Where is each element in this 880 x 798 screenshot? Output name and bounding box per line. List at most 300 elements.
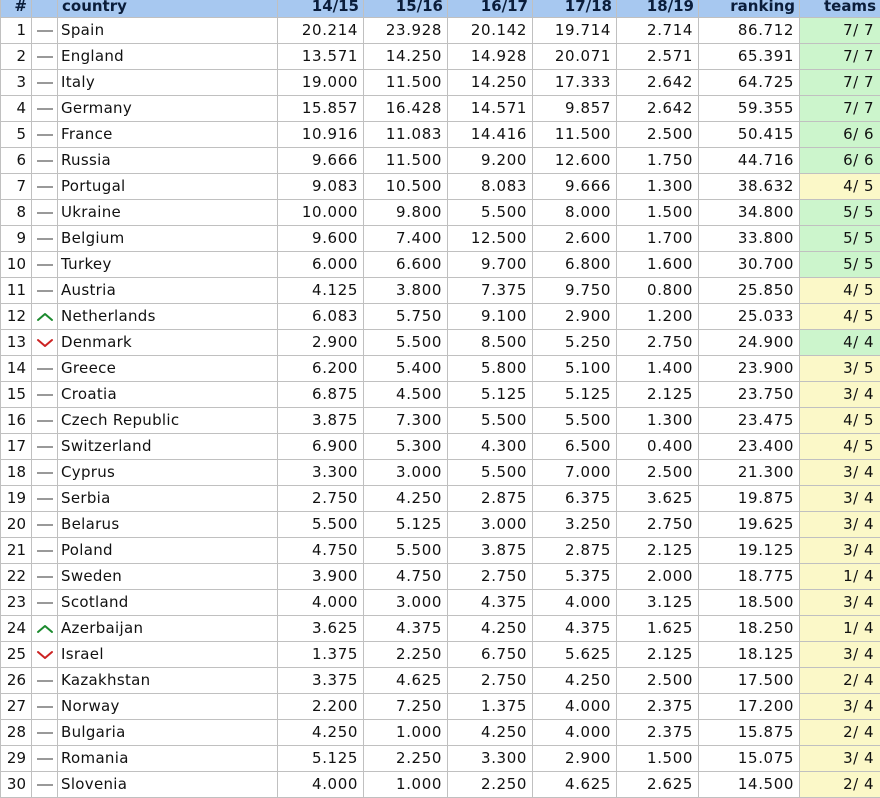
ranking-total: 33.800 [699,226,800,252]
season-1617-value: 5.500 [448,200,533,226]
ranking-total: 21.300 [699,460,800,486]
table-row [1,772,880,798]
trend-same-icon [35,207,55,219]
season-1617-value: 2.875 [448,486,533,512]
season-1516-value: 11.500 [364,148,448,174]
country-name: Poland [58,538,278,564]
table-row [1,590,880,616]
header-season-1819[interactable]: 18/19 [617,0,699,18]
season-1617-value: 5.125 [448,382,533,408]
season-1718-value: 6.800 [533,252,617,278]
season-1516-value: 14.250 [364,44,448,70]
season-1415-value: 6.875 [278,382,364,408]
trend-same-icon [35,259,55,271]
season-1516-value: 2.250 [364,642,448,668]
season-1718-value: 2.875 [533,538,617,564]
season-1718-value: 8.000 [533,200,617,226]
table-row [1,148,880,174]
teams-remaining: 5/ 5 [800,226,880,252]
season-1617-value: 4.300 [448,434,533,460]
trend-indicator [32,278,58,304]
table-row [1,746,880,772]
trend-same-icon [35,77,55,89]
table-row [1,460,880,486]
season-1516-value: 4.500 [364,382,448,408]
season-1516-value: 3.800 [364,278,448,304]
ranking-total: 25.850 [699,278,800,304]
rank-number: 24 [1,616,32,642]
teams-remaining: 5/ 5 [800,252,880,278]
rank-number: 25 [1,642,32,668]
trend-indicator [32,330,58,356]
ranking-total: 15.875 [699,720,800,746]
rank-number: 22 [1,564,32,590]
season-1718-value: 2.600 [533,226,617,252]
season-1516-value: 4.750 [364,564,448,590]
country-name: Ukraine [58,200,278,226]
rank-number: 27 [1,694,32,720]
season-1516-value: 9.800 [364,200,448,226]
table-row [1,278,880,304]
season-1617-value: 3.300 [448,746,533,772]
season-1718-value: 11.500 [533,122,617,148]
season-1718-value: 5.375 [533,564,617,590]
season-1617-value: 9.100 [448,304,533,330]
ranking-total: 25.033 [699,304,800,330]
season-1415-value: 2.750 [278,486,364,512]
ranking-total: 15.075 [699,746,800,772]
teams-remaining: 3/ 4 [800,486,880,512]
season-1516-value: 10.500 [364,174,448,200]
country-name: Cyprus [58,460,278,486]
season-1516-value: 5.400 [364,356,448,382]
ranking-total: 18.125 [699,642,800,668]
teams-remaining: 4/ 5 [800,304,880,330]
table-row [1,486,880,512]
trend-indicator [32,564,58,590]
season-1718-value: 9.857 [533,96,617,122]
season-1718-value: 4.375 [533,616,617,642]
table-row [1,382,880,408]
rank-number: 8 [1,200,32,226]
season-1819-value: 0.400 [617,434,699,460]
season-1415-value: 1.375 [278,642,364,668]
season-1617-value: 2.250 [448,772,533,798]
trend-same-icon [35,155,55,167]
teams-remaining: 7/ 7 [800,96,880,122]
country-name: Scotland [58,590,278,616]
trend-same-icon [35,493,55,505]
teams-remaining: 7/ 7 [800,18,880,44]
teams-remaining: 2/ 4 [800,668,880,694]
trend-same-icon [35,675,55,687]
teams-remaining: 3/ 4 [800,460,880,486]
trend-same-icon [35,25,55,37]
trend-same-icon [35,389,55,401]
rank-number: 20 [1,512,32,538]
season-1415-value: 3.625 [278,616,364,642]
season-1617-value: 14.571 [448,96,533,122]
table-row [1,122,880,148]
season-1718-value: 4.625 [533,772,617,798]
season-1617-value: 3.875 [448,538,533,564]
table-body [1,18,880,798]
ranking-total: 17.500 [699,668,800,694]
season-1819-value: 0.800 [617,278,699,304]
country-name: Serbia [58,486,278,512]
header-season-1617[interactable]: 16/17 [448,0,533,18]
country-name: Slovenia [58,772,278,798]
season-1415-value: 20.214 [278,18,364,44]
season-1819-value: 1.625 [617,616,699,642]
season-1516-value: 5.125 [364,512,448,538]
teams-remaining: 1/ 4 [800,564,880,590]
teams-remaining: 3/ 4 [800,746,880,772]
rank-number: 12 [1,304,32,330]
rank-number: 4 [1,96,32,122]
ranking-total: 23.750 [699,382,800,408]
table-row [1,44,880,70]
season-1516-value: 4.625 [364,668,448,694]
rank-number: 5 [1,122,32,148]
country-name: Germany [58,96,278,122]
teams-remaining: 2/ 4 [800,720,880,746]
season-1718-value: 4.000 [533,590,617,616]
table-row [1,70,880,96]
season-1516-value: 3.000 [364,460,448,486]
table-row [1,408,880,434]
country-name: Bulgaria [58,720,278,746]
rank-number: 29 [1,746,32,772]
trend-indicator [32,434,58,460]
trend-indicator [32,460,58,486]
season-1516-value: 11.083 [364,122,448,148]
season-1617-value: 8.500 [448,330,533,356]
season-1819-value: 2.642 [617,96,699,122]
season-1819-value: 1.300 [617,408,699,434]
season-1718-value: 20.071 [533,44,617,70]
season-1415-value: 5.500 [278,512,364,538]
season-1415-value: 9.600 [278,226,364,252]
season-1516-value: 5.300 [364,434,448,460]
season-1819-value: 2.500 [617,122,699,148]
season-1415-value: 4.000 [278,590,364,616]
country-name: Azerbaijan [58,616,278,642]
season-1718-value: 2.900 [533,746,617,772]
table-row [1,668,880,694]
trend-same-icon [35,727,55,739]
trend-same-icon [35,129,55,141]
season-1819-value: 2.375 [617,694,699,720]
season-1617-value: 2.750 [448,564,533,590]
rank-number: 10 [1,252,32,278]
trend-indicator [32,694,58,720]
season-1718-value: 3.250 [533,512,617,538]
teams-remaining: 7/ 7 [800,70,880,96]
trend-indicator [32,18,58,44]
country-name: Greece [58,356,278,382]
ranking-total: 24.900 [699,330,800,356]
teams-remaining: 4/ 5 [800,278,880,304]
ranking-total: 17.200 [699,694,800,720]
season-1819-value: 1.500 [617,746,699,772]
teams-remaining: 2/ 4 [800,772,880,798]
season-1718-value: 9.750 [533,278,617,304]
teams-remaining: 3/ 4 [800,538,880,564]
table-row [1,694,880,720]
rank-number: 17 [1,434,32,460]
country-name: Netherlands [58,304,278,330]
season-1516-value: 5.500 [364,330,448,356]
ranking-total: 23.475 [699,408,800,434]
trend-indicator [32,486,58,512]
country-name: Israel [58,642,278,668]
season-1718-value: 4.250 [533,668,617,694]
ranking-total: 44.716 [699,148,800,174]
season-1819-value: 1.400 [617,356,699,382]
table-row [1,564,880,590]
season-1415-value: 3.900 [278,564,364,590]
season-1516-value: 1.000 [364,720,448,746]
teams-remaining: 3/ 4 [800,642,880,668]
season-1819-value: 1.200 [617,304,699,330]
table-row [1,252,880,278]
teams-remaining: 6/ 6 [800,148,880,174]
country-name: Kazakhstan [58,668,278,694]
trend-same-icon [35,779,55,791]
season-1718-value: 5.500 [533,408,617,434]
season-1617-value: 12.500 [448,226,533,252]
season-1516-value: 2.250 [364,746,448,772]
trend-down-icon [35,649,55,661]
season-1617-value: 8.083 [448,174,533,200]
trend-indicator [32,720,58,746]
rank-number: 16 [1,408,32,434]
season-1415-value: 3.375 [278,668,364,694]
season-1516-value: 4.375 [364,616,448,642]
rank-number: 14 [1,356,32,382]
season-1415-value: 10.000 [278,200,364,226]
trend-same-icon [35,103,55,115]
season-1718-value: 9.666 [533,174,617,200]
trend-indicator [32,148,58,174]
header-season-1516[interactable]: 15/16 [364,0,448,18]
ranking-total: 38.632 [699,174,800,200]
season-1819-value: 3.125 [617,590,699,616]
teams-remaining: 3/ 4 [800,694,880,720]
teams-remaining: 6/ 6 [800,122,880,148]
season-1415-value: 6.900 [278,434,364,460]
header-ranking[interactable]: ranking [699,0,800,18]
season-1819-value: 1.700 [617,226,699,252]
season-1617-value: 4.250 [448,616,533,642]
season-1516-value: 4.250 [364,486,448,512]
trend-indicator [32,174,58,200]
rank-number: 21 [1,538,32,564]
rank-number: 28 [1,720,32,746]
rank-number: 15 [1,382,32,408]
teams-remaining: 5/ 5 [800,200,880,226]
season-1819-value: 2.125 [617,642,699,668]
country-name: Turkey [58,252,278,278]
teams-remaining: 4/ 5 [800,174,880,200]
rank-number: 26 [1,668,32,694]
season-1617-value: 3.000 [448,512,533,538]
season-1718-value: 4.000 [533,720,617,746]
trend-indicator [32,96,58,122]
season-1516-value: 7.250 [364,694,448,720]
season-1617-value: 2.750 [448,668,533,694]
season-1617-value: 7.375 [448,278,533,304]
season-1819-value: 1.500 [617,200,699,226]
ranking-total: 19.625 [699,512,800,538]
trend-indicator [32,70,58,96]
table-row [1,18,880,44]
season-1819-value: 2.750 [617,330,699,356]
trend-same-icon [35,233,55,245]
season-1819-value: 2.750 [617,512,699,538]
season-1415-value: 4.250 [278,720,364,746]
season-1516-value: 23.928 [364,18,448,44]
season-1516-value: 5.500 [364,538,448,564]
season-1718-value: 2.900 [533,304,617,330]
table-row [1,616,880,642]
rank-number: 18 [1,460,32,486]
season-1718-value: 19.714 [533,18,617,44]
header-num[interactable]: # [1,0,32,18]
season-1415-value: 5.125 [278,746,364,772]
ranking-total: 30.700 [699,252,800,278]
teams-remaining: 3/ 5 [800,356,880,382]
table-row [1,174,880,200]
season-1415-value: 10.916 [278,122,364,148]
season-1718-value: 5.250 [533,330,617,356]
header-season-1415[interactable]: 14/15 [278,0,364,18]
trend-indicator [32,746,58,772]
rank-number: 6 [1,148,32,174]
season-1617-value: 5.500 [448,460,533,486]
header-teams[interactable]: teams [800,0,880,18]
trend-same-icon [35,545,55,557]
season-1718-value: 5.125 [533,382,617,408]
ranking-total: 86.712 [699,18,800,44]
trend-indicator [32,408,58,434]
country-name: Austria [58,278,278,304]
rank-number: 13 [1,330,32,356]
country-name: Belarus [58,512,278,538]
table-row [1,642,880,668]
country-name: Switzerland [58,434,278,460]
teams-remaining: 4/ 5 [800,408,880,434]
country-name: Portugal [58,174,278,200]
ranking-total: 34.800 [699,200,800,226]
rank-number: 7 [1,174,32,200]
country-name: Russia [58,148,278,174]
trend-indicator [32,538,58,564]
ranking-total: 18.500 [699,590,800,616]
trend-same-icon [35,363,55,375]
ranking-total: 18.775 [699,564,800,590]
teams-remaining: 3/ 4 [800,382,880,408]
rank-number: 19 [1,486,32,512]
trend-indicator [32,44,58,70]
season-1415-value: 6.000 [278,252,364,278]
season-1516-value: 7.400 [364,226,448,252]
ranking-total: 23.900 [699,356,800,382]
trend-indicator [32,590,58,616]
trend-indicator [32,642,58,668]
season-1617-value: 4.250 [448,720,533,746]
season-1617-value: 5.500 [448,408,533,434]
ranking-total: 65.391 [699,44,800,70]
season-1516-value: 1.000 [364,772,448,798]
season-1516-value: 5.750 [364,304,448,330]
season-1819-value: 2.625 [617,772,699,798]
trend-same-icon [35,441,55,453]
table-row [1,96,880,122]
trend-indicator [32,226,58,252]
season-1415-value: 15.857 [278,96,364,122]
rank-number: 30 [1,772,32,798]
teams-remaining: 3/ 4 [800,590,880,616]
teams-remaining: 3/ 4 [800,512,880,538]
season-1819-value: 1.750 [617,148,699,174]
table-row [1,226,880,252]
season-1718-value: 5.100 [533,356,617,382]
country-name: Sweden [58,564,278,590]
trend-up-icon [35,623,55,635]
rank-number: 9 [1,226,32,252]
trend-up-icon [35,311,55,323]
table-row [1,330,880,356]
ranking-total: 14.500 [699,772,800,798]
trend-indicator [32,512,58,538]
rank-number: 2 [1,44,32,70]
ranking-total: 19.875 [699,486,800,512]
rank-number: 3 [1,70,32,96]
season-1617-value: 6.750 [448,642,533,668]
table-row [1,434,880,460]
season-1617-value: 1.375 [448,694,533,720]
season-1617-value: 9.700 [448,252,533,278]
trend-indicator [32,772,58,798]
season-1617-value: 20.142 [448,18,533,44]
season-1415-value: 2.200 [278,694,364,720]
season-1415-value: 6.200 [278,356,364,382]
season-1617-value: 14.250 [448,70,533,96]
trend-indicator [32,668,58,694]
season-1718-value: 5.625 [533,642,617,668]
country-name: Italy [58,70,278,96]
header-country[interactable]: country [58,0,278,18]
teams-remaining: 7/ 7 [800,44,880,70]
country-name: Denmark [58,330,278,356]
header-season-1718[interactable]: 17/18 [533,0,617,18]
season-1617-value: 9.200 [448,148,533,174]
ranking-total: 23.400 [699,434,800,460]
country-name: England [58,44,278,70]
trend-same-icon [35,519,55,531]
season-1819-value: 2.000 [617,564,699,590]
season-1415-value: 4.750 [278,538,364,564]
trend-indicator [32,304,58,330]
trend-same-icon [35,571,55,583]
table-row [1,512,880,538]
season-1819-value: 2.125 [617,538,699,564]
trend-indicator [32,382,58,408]
season-1415-value: 4.125 [278,278,364,304]
trend-same-icon [35,701,55,713]
